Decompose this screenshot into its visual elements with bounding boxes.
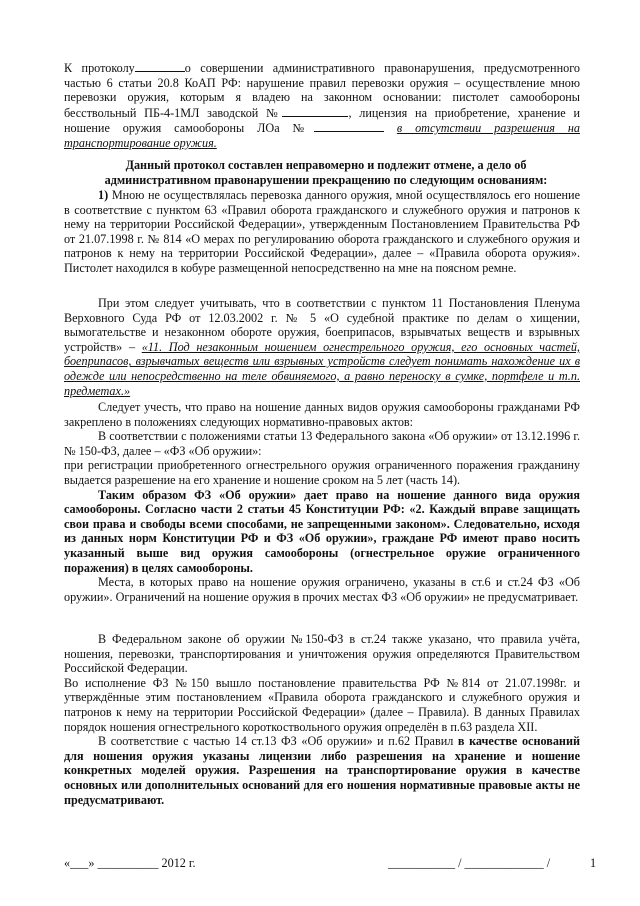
- page-number: 1: [590, 856, 597, 870]
- rights-paragraph-4: Таким образом ФЗ «Об оружии» дает право на ношение данного вида оружия самообороны. Согласно части 2 статьи 45 Конституции РФ: «2. Каждый вправе защищать свои права и свободы всеми способами, не запрещенными законом». Следовательно, исходя из данных норм Конституции РФ и ФЗ «Об оружии», граждане РФ имеют право носить указанный выше вид оружия самообороны (огнестрельное оружие ограниченного поражения) в целях самообороны.: [64, 487, 580, 575]
- footer-date: «___» __________ 2012 г.: [64, 856, 196, 870]
- intro-license-text: , лицензия на приобретение, хранение и ношение оружия самообороны ЛОа №: [64, 105, 581, 136]
- point-1-paragraph: [64, 188, 580, 276]
- footer-signature: ___________ / _____________ /: [388, 856, 551, 870]
- license-number-blank: [314, 120, 384, 132]
- law150-paragraph-3: [64, 734, 580, 807]
- point-1-number: 1): [98, 188, 109, 202]
- plenum-quote: «11. Под незаконным ношением огнестрельного оружия, его основных частей, боеприпасов, взрывчатых веществ или взрывных устройств следует понимать нахождение их в одежде или непосредственно на теле обвиняемого, а равно переноску в сумке, портфеле и т.п. предметах.»: [64, 339, 580, 398]
- law150-section: [64, 632, 580, 807]
- rights-paragraph-3: при регистрации приобретенного огнестрельного оружия ограниченного поражения гражданину выдается разрешение на его хранение и ношение сроком на 5 лет (часть 14).: [64, 458, 580, 487]
- grounds-heading: [96, 158, 556, 187]
- serial-number-blank: [282, 105, 348, 117]
- point-1-section: [64, 188, 580, 276]
- protocol-number-blank: [135, 60, 185, 72]
- law150-paragraph-2: Во исполнение ФЗ №150 вышло постановление правительства РФ №814 от 21.07.1998г. и утверждённые этим постановлением «Правила оборота гражданского и служебного оружия и патронов к нему на территории Российской Федерации» (далее – Правила). В данных Правилах порядок ношения огнестрельного короткоствольного оружия определён в п.63 раздела XII.: [64, 675, 580, 734]
- intro-paragraph: [64, 60, 580, 151]
- intro-emphasis: в отсутствии разрешения на транспортирование оружия.: [64, 121, 580, 150]
- intro-section: [64, 60, 580, 151]
- rights-paragraph-2: В соответствии с положениями статьи 13 Федерального закона «Об оружии» от 13.12.1996 г. № 150-ФЗ, далее – «ФЗ «Об оружии»:: [64, 429, 580, 458]
- rights-section: [64, 400, 580, 604]
- law150-paragraph-3-text: В соответствие с частью 14 ст.13 ФЗ «Об оружии» и п.62 Правил: [98, 734, 458, 749]
- law150-paragraph-1: В Федеральном законе об оружии №150-ФЗ в ст.24 также указано, что правила учёта, ношения, перевозки, транспортирования и уничтожения оружия определяются Правительством Российской Федерации.: [64, 632, 580, 676]
- intro-text: о совершении административного правонарушения, предусмотренного частью 6 статьи 20.8 КоАП РФ: нарушение правил перевозки оружия – осуществление мною перевозки оружия, которым я владею на законном основании: пистолет самообороны бесствольный ПБ-4-1МЛ заводской №: [64, 61, 580, 120]
- point-1-text: Мною не осуществлялась перевозка данного оружия, мной осуществлялось его ношение в соответствие с пунктом 63 «Правил оборота гражданского и служебного оружия и патронов к нему на территории Российской Федерации», утвержденным Постановлением Правительства РФ от 21.07.1998 г. № 814 «О мерах по регулированию оборота гражданского и служебного оружия и патронов к нему на территории Российской Федерации», далее – «Правила оборота оружия». Пистолет находился в кобуре размещенной непосредственно на мне на поясном ремне.: [64, 188, 580, 275]
- intro-prefix: К протоколу: [64, 61, 135, 75]
- plenum-section: [64, 296, 580, 398]
- plenum-text: При этом следует учитывать, что в соответствии с пунктом 11 Постановления Пленума Верховного Суда РФ от 12.03.2002 г. № 5 «О судебной практике по делам о хищении, вымогательстве и незаконном обороте оружия, боеприпасов, взрывчатых веществ и взрывных устройств» –: [64, 296, 580, 354]
- heading-text: Данный протокол составлен неправомерно и подлежит отмене, а дело об административном правонарушении прекращению по следующим основаниям:: [104, 158, 548, 187]
- law150-paragraph-3-bold: в качестве оснований для ношения оружия указаны лицензии либо разрешения на хранение и ношение конкретных моделей оружия. Разрешения на транспортирование оружия в качестве основных или дополнительных оснований для его ношения нормативные правовые акты не предусматривают.: [64, 734, 580, 807]
- rights-paragraph-5: Места, в которых право на ношение оружия ограничено, указаны в ст.6 и ст.24 ФЗ «Об оружии». Ограничений на ношение оружия в прочих местах ФЗ «Об оружии» не предусматривает.: [64, 575, 580, 604]
- plenum-paragraph: [64, 296, 580, 398]
- rights-paragraph-1: Следует учесть, что право на ношение данных видов оружия самообороны гражданами РФ закреплено в положениях следующих нормативно-правовых актов:: [64, 400, 580, 429]
